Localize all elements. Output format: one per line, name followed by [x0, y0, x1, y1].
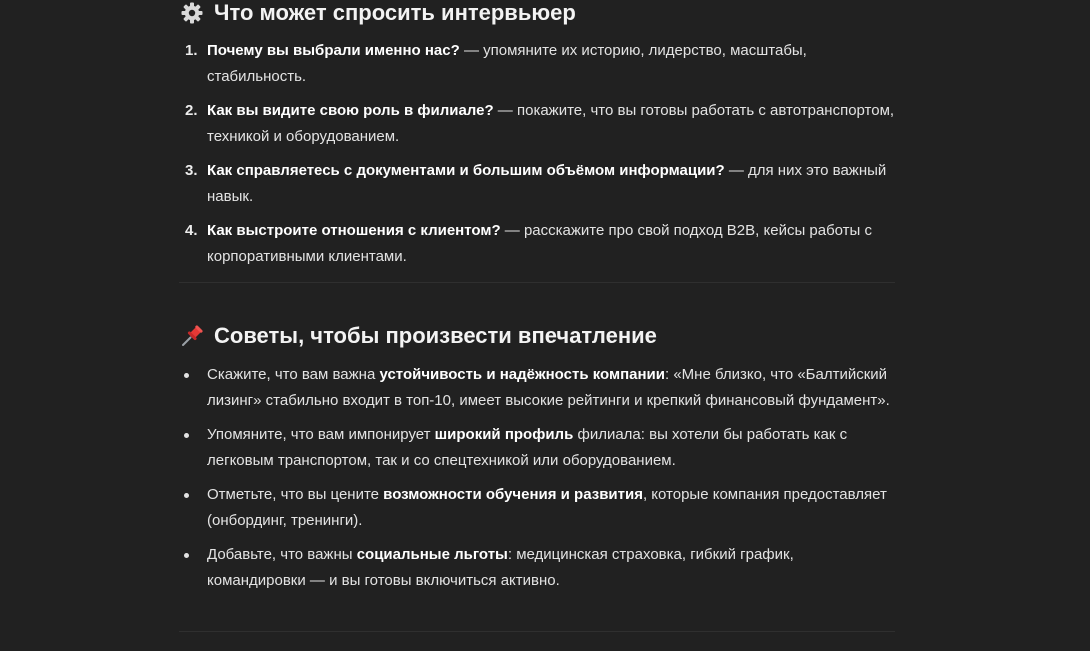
- question-text: Как вы видите свою роль в филиале?: [207, 102, 494, 119]
- list-number: 2.: [185, 102, 198, 119]
- section-heading-text: Что может спросить интервьюер: [214, 0, 576, 25]
- tip-text-start: Скажите, что вам важна: [207, 366, 380, 383]
- tip-emphasis: социальные льготы: [356, 546, 508, 563]
- list-number: 4.: [185, 222, 198, 239]
- question-advice: — упомяните их историю, лидерство, масштабы, стабильность.: [207, 42, 807, 85]
- section-divider: [179, 631, 895, 632]
- list-number: 3.: [185, 162, 198, 179]
- tip-text-end: : «Мне близко, что «Балтийский лизинг» стабильно входит в топ-10, имеет высокие рейтинги и крепкий финансовый фундамент».: [207, 366, 890, 409]
- section-divider: [179, 282, 895, 283]
- bullet-dot: [184, 373, 189, 378]
- section-heading-impression-tips: [179, 322, 657, 350]
- tip-emphasis: устойчивость и надёжность компании: [379, 366, 665, 383]
- list-item: [179, 362, 895, 414]
- section-heading-text: Советы, чтобы произвести впечатление: [214, 323, 657, 348]
- list-item: [179, 422, 895, 474]
- question-text: Почему вы выбрали именно нас?: [207, 42, 460, 59]
- bullet-dot: [184, 433, 189, 438]
- question-text: Как справляетесь с документами и большим объёмом информации?: [207, 162, 725, 179]
- question-advice: — расскажите про свой подход B2B, кейсы работы с корпоративными клиентами.: [207, 222, 872, 265]
- gear-icon: [179, 0, 205, 26]
- question-advice: — покажите, что вы готовы работать с автотранспортом, техникой и оборудованием.: [207, 102, 895, 145]
- pushpin-icon: [179, 323, 205, 349]
- tip-text-end: : медицинская страховка, гибкий график, командировки — и вы готовы включиться активно.: [207, 546, 794, 589]
- list-item: [179, 158, 895, 210]
- tip-text-end: филиала: вы хотели бы работать как с легковым транспортом, так и со спецтехникой или оборудованием.: [207, 426, 848, 469]
- question-text: Как выстроите отношения с клиентом?: [207, 222, 501, 239]
- bullet-dot: [184, 493, 189, 498]
- list-item: [179, 38, 895, 90]
- bullet-dot: [184, 553, 189, 558]
- tip-text-start: Добавьте, что важны: [207, 546, 357, 563]
- impression-tips-list: [179, 362, 895, 602]
- tip-text-end: , которые компания предоставляет (онбординг, тренинги).: [207, 486, 887, 529]
- interview-questions-list: [179, 38, 895, 278]
- section-heading-interview-questions: [179, 0, 576, 27]
- tip-text-start: Упомяните, что вам импонирует: [207, 426, 435, 443]
- list-item: [179, 218, 895, 270]
- tip-emphasis: широкий профиль: [434, 426, 574, 443]
- list-item: [179, 542, 895, 594]
- question-advice: — для них это важный навык.: [207, 162, 887, 205]
- list-item: [179, 482, 895, 534]
- list-item: [179, 98, 895, 150]
- tip-emphasis: возможности обучения и развития: [383, 486, 643, 503]
- tip-text-start: Отметьте, что вы цените: [207, 486, 384, 503]
- list-number: 1.: [185, 42, 198, 59]
